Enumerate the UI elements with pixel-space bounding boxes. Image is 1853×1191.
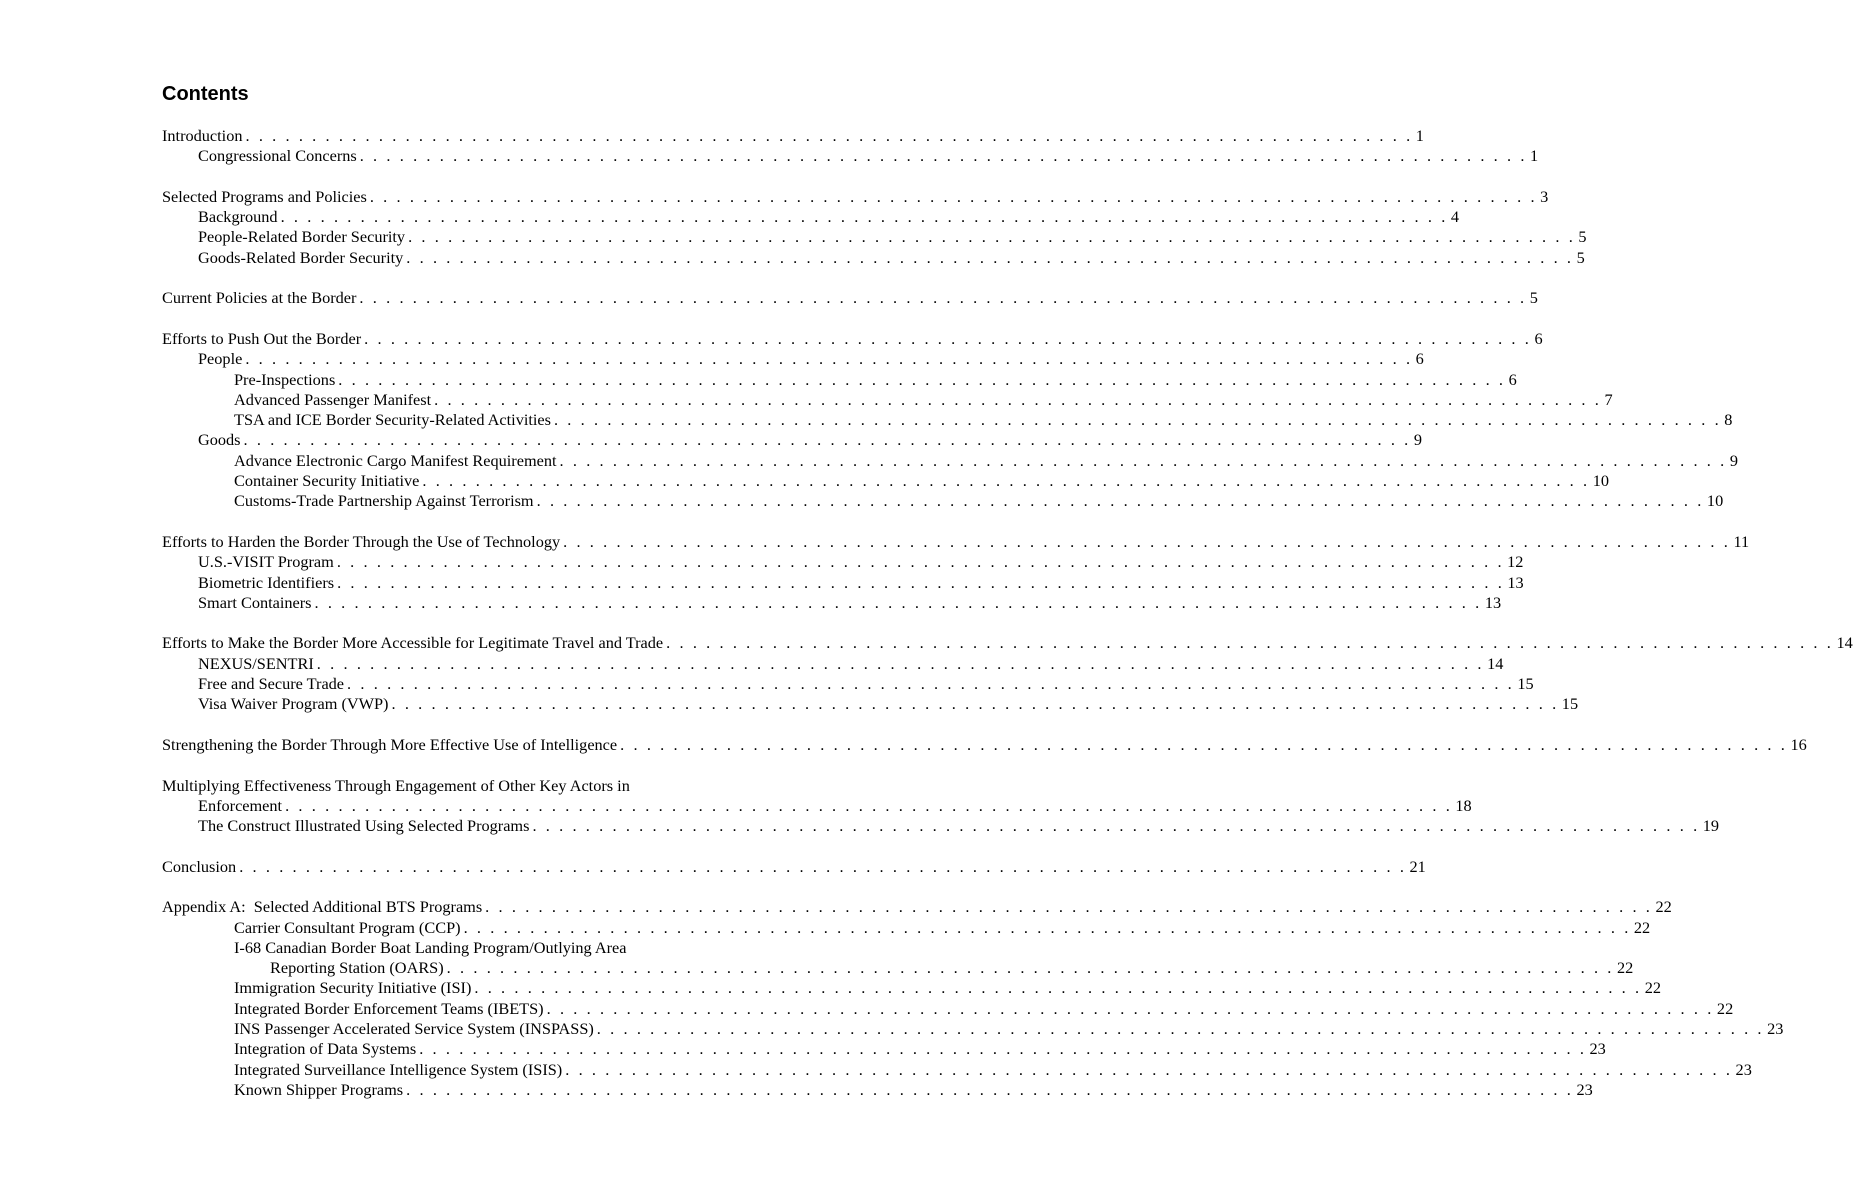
- toc-page-number: 12: [1507, 552, 1524, 572]
- dot-leader: . . . . . . . . . . . . . . . . . . . . . . . . . . . . . . . . . . . . . . . . . . . . . . . . . . . . . . . . . . . . . . . . . . . . . . . . . . . . . . . . . . . . . . . .: [364, 328, 1532, 348]
- section-gap: [162, 268, 758, 288]
- dot-leader: . . . . . . . . . . . . . . . . . . . . . . . . . . . . . . . . . . . . . . . . . . . . . . . . . . . . . . . . . . . . . . . . . . . . . . . . . . . . . . . . . . . . . . . .: [369, 186, 1538, 206]
- dot-leader: . . . . . . . . . . . . . . . . . . . . . . . . . . . . . . . . . . . . . . . . . . . . . . . . . . . . . . . . . . . . . . . . . . . . . . . . . . . . . . . . . . . . . . . .: [463, 917, 1631, 937]
- section-gap: [162, 167, 758, 187]
- toc-entry-title: Visa Waiver Program (VWP): [198, 694, 389, 714]
- section-gap: [162, 755, 758, 775]
- dot-leader: . . . . . . . . . . . . . . . . . . . . . . . . . . . . . . . . . . . . . . . . . . . . . . . . . . . . . . . . . . . . . . . . . . . . . . . . . . . . . . . . . . . . . . . .: [419, 1039, 1587, 1059]
- toc-page-number: 15: [1517, 674, 1534, 694]
- toc-page-number: 15: [1561, 694, 1579, 714]
- toc-entry-title: Introduction: [162, 126, 243, 145]
- toc-entry-title: Current Policies at the Border: [162, 288, 357, 308]
- toc-entry-integration-data-systems[interactable]: [162, 1039, 1606, 1059]
- toc-entry-title: Congressional Concerns: [198, 146, 357, 166]
- toc-entry-title: Selected Programs and Policies: [162, 186, 367, 206]
- toc-page-number: 1: [1530, 146, 1539, 166]
- toc-page-number: 14: [1836, 633, 1853, 653]
- section-gap: [162, 613, 758, 633]
- toc-entry-harden-border[interactable]: [162, 531, 1750, 552]
- dot-leader: . . . . . . . . . . . . . . . . . . . . . . . . . . . . . . . . . . . . . . . . . . . . . . . . . . . . . . . . . . . . . . . . . . . . . . . . . . . . . . . . . . . . . . . .: [243, 430, 1411, 450]
- toc-entry-smart-containers[interactable]: [162, 592, 1502, 613]
- toc-entry-customs-trade-partnership[interactable]: [162, 491, 1724, 511]
- toc-page-number: 6: [1534, 328, 1543, 348]
- toc-entry-free-and-secure-trade[interactable]: [162, 674, 1534, 694]
- dot-leader: . . . . . . . . . . . . . . . . . . . . . . . . . . . . . . . . . . . . . . . . . . . . . . . . . . . . . . . . . . . . . . . . . . . . . . . . . . . . . . . . . . . . . . . .: [666, 633, 1834, 653]
- dot-leader: . . . . . . . . . . . . . . . . . . . . . . . . . . . . . . . . . . . . . . . . . . . . . . . . . . . . . . . . . . . . . . . . . . . . . . . . . . . . . . . . . . . . . . . .: [565, 1059, 1733, 1079]
- toc-entry-title: U.S.-VISIT Program: [198, 552, 334, 572]
- dot-leader: . . . . . . . . . . . . . . . . . . . . . . . . . . . . . . . . . . . . . . . . . . . . . . . . . . . . . . . . . . . . . . . . . . . . . . . . . . . . . . . . . . . . . . . .: [553, 410, 1722, 430]
- toc-entry-ibets[interactable]: [162, 998, 1734, 1019]
- toc-page-number: 16: [1790, 734, 1807, 754]
- toc-entry-title: Efforts to Harden the Border Through the Use of Technology: [162, 531, 561, 551]
- toc-entry-title: People: [198, 349, 243, 369]
- dot-leader: . . . . . . . . . . . . . . . . . . . . . . . . . . . . . . . . . . . . . . . . . . . . . . . . . . . . . . . . . . . . . . . . . . . . . . . . . . . . . . . . . . . . . . . .: [314, 592, 1482, 612]
- table-of-contents-page: [162, 80, 1853, 1100]
- toc-entry-container-security[interactable]: [162, 471, 1609, 491]
- toc-entry-title: Appendix A: Selected Additional BTS Programs: [162, 897, 483, 917]
- toc-entry-people[interactable]: [162, 349, 1424, 369]
- section-gap: [162, 512, 758, 532]
- dot-leader: . . . . . . . . . . . . . . . . . . . . . . . . . . . . . . . . . . . . . . . . . . . . . . . . . . . . . . . . . . . . . . . . . . . . . . . . . . . . . . . . . . . . . . . .: [391, 694, 1559, 714]
- toc-page-number: 13: [1484, 592, 1502, 612]
- dot-leader: . . . . . . . . . . . . . . . . . . . . . . . . . . . . . . . . . . . . . . . . . . . . . . . . . . . . . . . . . . . . . . . . . . . . . . . . . . . . . . . . . . . . . . . .: [406, 1079, 1574, 1099]
- toc-entry-title: Known Shipper Programs: [234, 1079, 404, 1099]
- dot-leader: . . . . . . . . . . . . . . . . . . . . . . . . . . . . . . . . . . . . . . . . . . . . . . . . . . . . . . . . . . . . . . . . . . . . . . . . . . . . . . . . . . . . . . . .: [546, 998, 1714, 1018]
- toc-entry-title: Smart Containers: [198, 592, 312, 612]
- toc-page-number: 5: [1529, 288, 1538, 308]
- toc-entry-strengthening-intelligence[interactable]: [162, 734, 1807, 755]
- toc-entry-push-out-border[interactable]: [162, 328, 1543, 349]
- toc-entry-enforcement[interactable]: [162, 795, 1472, 816]
- toc-page-number: 22: [1633, 917, 1651, 937]
- dot-leader: . . . . . . . . . . . . . . . . . . . . . . . . . . . . . . . . . . . . . . . . . . . . . . . . . . . . . . . . . . . . . . . . . . . . . . . . . . . . . . . . . . . . . . . .: [559, 450, 1727, 470]
- toc-page-number: 22: [1644, 978, 1661, 998]
- toc-entry-title: Carrier Consultant Program (CCP): [234, 917, 461, 937]
- toc-entry-biometric-identifiers[interactable]: [162, 572, 1524, 593]
- toc-entry-title: Goods: [198, 430, 241, 450]
- toc-entry-title: The Construct Illustrated Using Selected Programs: [198, 816, 530, 836]
- toc-entry-title: People-Related Border Security: [198, 227, 406, 247]
- toc-page-number: 9: [1413, 430, 1422, 450]
- toc-entry-title: Efforts to Make the Border More Accessible for Legitimate Travel and Trade: [162, 633, 664, 653]
- toc-entry-nexus-sentri[interactable]: [162, 653, 1504, 674]
- toc-entry-pre-inspections[interactable]: [162, 369, 1517, 390]
- toc-entry-title: Goods-Related Border Security: [198, 247, 404, 267]
- dot-leader: . . . . . . . . . . . . . . . . . . . . . . . . . . . . . . . . . . . . . . . . . . . . . . . . . . . . . . . . . . . . . . . . . . . . . . . . . . . . . . . . . . . . . . . .: [359, 288, 1527, 308]
- toc-entry-goods[interactable]: [162, 430, 1422, 450]
- toc-entry-title: Strengthening the Border Through More Effective Use of Intelligence: [162, 734, 618, 754]
- toc-page-number: 19: [1702, 816, 1720, 836]
- toc-entry-title: Advanced Passenger Manifest: [234, 389, 432, 409]
- dot-leader: . . . . . . . . . . . . . . . . . . . . . . . . . . . . . . . . . . . . . . . . . . . . . . . . . . . . . . . . . . . . . . . . . . . . . . . . . . . . . . . . . . . . . . . .: [474, 978, 1642, 998]
- toc-page-number: 10: [1592, 471, 1609, 491]
- dot-leader: . . . . . . . . . . . . . . . . . . . . . . . . . . . . . . . . . . . . . . . . . . . . . . . . . . . . . . . . . . . . . . . . . . . . . . . . . . . . . . . . . . . . . . . .: [485, 897, 1653, 917]
- toc-page-number: 5: [1576, 247, 1585, 267]
- toc-page-number: 22: [1616, 958, 1634, 978]
- toc-entry-title: Integrated Surveillance Intelligence System (ISIS): [234, 1059, 563, 1079]
- toc-page-number: 21: [1409, 856, 1426, 876]
- dot-leader: . . . . . . . . . . . . . . . . . . . . . . . . . . . . . . . . . . . . . . . . . . . . . . . . . . . . . . . . . . . . . . . . . . . . . . . . . . . . . . . . . . . . . . . .: [337, 572, 1505, 592]
- toc-entry-title: Biometric Identifiers: [198, 572, 335, 592]
- dot-leader: . . . . . . . . . . . . . . . . . . . . . . . . . . . . . . . . . . . . . . . . . . . . . . . . . . . . . . . . . . . . . . . . . . . . . . . . . . . . . . . . . . . . . . . .: [536, 491, 1704, 511]
- toc-entry-goods-related-border-security[interactable]: [162, 247, 1585, 268]
- dot-leader: . . . . . . . . . . . . . . . . . . . . . . . . . . . . . . . . . . . . . . . . . . . . . . . . . . . . . . . . . . . . . . . . . . . . . . . . . . . . . . . . . . . . . . . .: [245, 349, 1413, 369]
- dot-leader: . . . . . . . . . . . . . . . . . . . . . . . . . . . . . . . . . . . . . . . . . . . . . . . . . . . . . . . . . . . . . . . . . . . . . . . . . . . . . . . . . . . . . . . .: [434, 389, 1602, 409]
- toc-page-number: 23: [1589, 1039, 1606, 1059]
- toc-entry-i68-canadian-border[interactable]: I-68 Canadian Border Boat Landing Program/Outlying Area: [234, 937, 627, 957]
- dot-leader: . . . . . . . . . . . . . . . . . . . . . . . . . . . . . . . . . . . . . . . . . . . . . . . . . . . . . . . . . . . . . . . . . . . . . . . . . . . . . . . . . . . . . . . .: [408, 227, 1576, 247]
- toc-page-number: 23: [1735, 1059, 1752, 1079]
- dot-leader: . . . . . . . . . . . . . . . . . . . . . . . . . . . . . . . . . . . . . . . . . . . . . . . . . . . . . . . . . . . . . . . . . . . . . . . . . . . . . . . . . . . . . . . .: [316, 653, 1485, 673]
- toc-page-number: 6: [1508, 369, 1517, 389]
- toc-entry-title: Conclusion: [162, 856, 237, 876]
- toc-page-number: 5: [1578, 227, 1587, 247]
- dot-leader: . . . . . . . . . . . . . . . . . . . . . . . . . . . . . . . . . . . . . . . . . . . . . . . . . . . . . . . . . . . . . . . . . . . . . . . . . . . . . . . . . . . . . . . .: [596, 1019, 1765, 1039]
- toc-entry-people-related-border-security[interactable]: [162, 227, 1587, 247]
- toc-entry-title: Pre-Inspections: [234, 369, 336, 389]
- section-gap: [162, 715, 758, 735]
- dot-leader: . . . . . . . . . . . . . . . . . . . . . . . . . . . . . . . . . . . . . . . . . . . . . . . . . . . . . . . . . . . . . . . . . . . . . . . . . . . . . . . . . . . . . . . .: [359, 146, 1528, 166]
- toc-entry-background[interactable]: [162, 207, 1460, 227]
- dot-leader: . . . . . . . . . . . . . . . . . . . . . . . . . . . . . . . . . . . . . . . . . . . . . . . . . . . . . . . . . . . . . . . . . . . . . . . . . . . . . . . . . . . . . . . .: [620, 734, 1788, 754]
- toc-entry-title: Free and Secure Trade: [198, 674, 345, 694]
- toc-entry-tsa-ice[interactable]: [162, 410, 1733, 430]
- dot-leader: . . . . . . . . . . . . . . . . . . . . . . . . . . . . . . . . . . . . . . . . . . . . . . . . . . . . . . . . . . . . . . . . . . . . . . . . . . . . . . . . . . . . . . . .: [406, 247, 1574, 267]
- toc-entry-carrier-consultant-program[interactable]: [162, 917, 1651, 938]
- toc-page-number: 23: [1576, 1079, 1593, 1099]
- toc-entry-title: Customs-Trade Partnership Against Terrorism: [234, 491, 534, 511]
- toc-entry-title: Enforcement: [198, 795, 283, 815]
- toc-list: [162, 126, 1853, 1100]
- toc-page-number: 22: [1716, 998, 1734, 1018]
- toc-entry-title: TSA and ICE Border Security-Related Activities: [234, 410, 551, 430]
- toc-entry-congressional-concerns[interactable]: [162, 146, 1539, 166]
- toc-page-number: 13: [1507, 572, 1524, 592]
- toc-entry-inspass[interactable]: [162, 1019, 1784, 1039]
- toc-entry-known-shipper-programs[interactable]: [162, 1079, 1593, 1100]
- toc-page-number: 11: [1733, 531, 1750, 551]
- toc-page-number: 7: [1604, 389, 1613, 409]
- toc-page-number: 14: [1487, 653, 1504, 673]
- toc-entry-isis[interactable]: [162, 1059, 1752, 1080]
- dot-leader: . . . . . . . . . . . . . . . . . . . . . . . . . . . . . . . . . . . . . . . . . . . . . . . . . . . . . . . . . . . . . . . . . . . . . . . . . . . . . . . . . . . . . . . .: [336, 552, 1505, 572]
- toc-entry-title: Background: [198, 207, 278, 227]
- toc-entry-title: Immigration Security Initiative (ISI): [234, 978, 472, 998]
- toc-entry-border-more-accessible[interactable]: [162, 633, 1853, 653]
- dot-leader: . . . . . . . . . . . . . . . . . . . . . . . . . . . . . . . . . . . . . . . . . . . . . . . . . . . . . . . . . . . . . . . . . . . . . . . . . . . . . . . . . . . . . . . .: [532, 816, 1700, 836]
- toc-entry-advanced-passenger-manifest[interactable]: [162, 389, 1613, 410]
- toc-entry-multiplying-effectiveness[interactable]: Multiplying Effectiveness Through Engagement of Other Key Actors in: [162, 775, 630, 795]
- dot-leader: . . . . . . . . . . . . . . . . . . . . . . . . . . . . . . . . . . . . . . . . . . . . . . . . . . . . . . . . . . . . . . . . . . . . . . . . . . . . . . . . . . . . . . . .: [239, 856, 1407, 876]
- toc-page-number: 22: [1655, 897, 1672, 917]
- toc-entry-title: Efforts to Push Out the Border: [162, 328, 362, 348]
- toc-page-number: 1: [1415, 126, 1424, 145]
- dot-leader: . . . . . . . . . . . . . . . . . . . . . . . . . . . . . . . . . . . . . . . . . . . . . . . . . . . . . . . . . . . . . . . . . . . . . . . . . . . . . . . . . . . . . . . .: [422, 471, 1590, 491]
- toc-entry-title: Reporting Station (OARS): [270, 958, 444, 978]
- toc-page-number: 9: [1729, 450, 1738, 470]
- toc-page-number: 3: [1540, 186, 1549, 206]
- dot-leader: . . . . . . . . . . . . . . . . . . . . . . . . . . . . . . . . . . . . . . . . . . . . . . . . . . . . . . . . . . . . . . . . . . . . . . . . . . . . . . . . . . . . . . . .: [563, 531, 1731, 551]
- section-gap: [162, 309, 758, 329]
- toc-entry-us-visit[interactable]: [162, 552, 1524, 572]
- toc-entry-immigration-security-initiative[interactable]: [162, 978, 1661, 998]
- toc-page-number: 8: [1724, 410, 1733, 430]
- toc-page-number: 23: [1767, 1019, 1784, 1039]
- toc-entry-construct-illustrated[interactable]: [162, 816, 1720, 836]
- dot-leader: . . . . . . . . . . . . . . . . . . . . . . . . . . . . . . . . . . . . . . . . . . . . . . . . . . . . . . . . . . . . . . . . . . . . . . . . . . . . . . . . . . . . . . . .: [338, 369, 1506, 389]
- toc-entry-visa-waiver-program[interactable]: [162, 694, 1579, 714]
- toc-page-number: 18: [1455, 795, 1472, 815]
- toc-entry-introduction[interactable]: [162, 126, 1424, 146]
- toc-entry-selected-programs[interactable]: [162, 186, 1549, 207]
- toc-page-number: 6: [1415, 349, 1424, 369]
- dot-leader: . . . . . . . . . . . . . . . . . . . . . . . . . . . . . . . . . . . . . . . . . . . . . . . . . . . . . . . . . . . . . . . . . . . . . . . . . . . . . . . . . . . . . . . .: [245, 126, 1413, 145]
- toc-entry-title: NEXUS/SENTRI: [198, 653, 314, 673]
- toc-entry-title: Advance Electronic Cargo Manifest Requirement: [234, 450, 557, 470]
- toc-entry-current-policies[interactable]: [162, 288, 1538, 308]
- section-gap: [162, 877, 758, 897]
- dot-leader: . . . . . . . . . . . . . . . . . . . . . . . . . . . . . . . . . . . . . . . . . . . . . . . . . . . . . . . . . . . . . . . . . . . . . . . . . . . . . . . . . . . . . . . .: [280, 207, 1448, 227]
- toc-entry-title: Integrated Border Enforcement Teams (IBETS): [234, 998, 544, 1018]
- dot-leader: . . . . . . . . . . . . . . . . . . . . . . . . . . . . . . . . . . . . . . . . . . . . . . . . . . . . . . . . . . . . . . . . . . . . . . . . . . . . . . . . . . . . . . . .: [446, 958, 1614, 978]
- toc-page-number: 4: [1450, 207, 1460, 227]
- toc-page-number: 10: [1706, 491, 1724, 511]
- toc-entry-title: Integration of Data Systems: [234, 1039, 417, 1059]
- toc-entry-reporting-station-oars[interactable]: [162, 958, 1634, 978]
- toc-entry-title: Container Security Initiative: [234, 471, 420, 491]
- dot-leader: . . . . . . . . . . . . . . . . . . . . . . . . . . . . . . . . . . . . . . . . . . . . . . . . . . . . . . . . . . . . . . . . . . . . . . . . . . . . . . . . . . . . . . . .: [285, 795, 1453, 815]
- section-gap: [162, 836, 758, 856]
- dot-leader: . . . . . . . . . . . . . . . . . . . . . . . . . . . . . . . . . . . . . . . . . . . . . . . . . . . . . . . . . . . . . . . . . . . . . . . . . . . . . . . . . . . . . . . .: [347, 674, 1515, 694]
- toc-entry-advance-electronic-cargo[interactable]: [162, 450, 1738, 471]
- contents-heading: Contents: [162, 83, 249, 105]
- toc-entry-appendix-a[interactable]: [162, 897, 1672, 917]
- toc-entry-conclusion[interactable]: [162, 856, 1426, 877]
- toc-entry-title: INS Passenger Accelerated Service System (INSPASS): [234, 1019, 594, 1039]
